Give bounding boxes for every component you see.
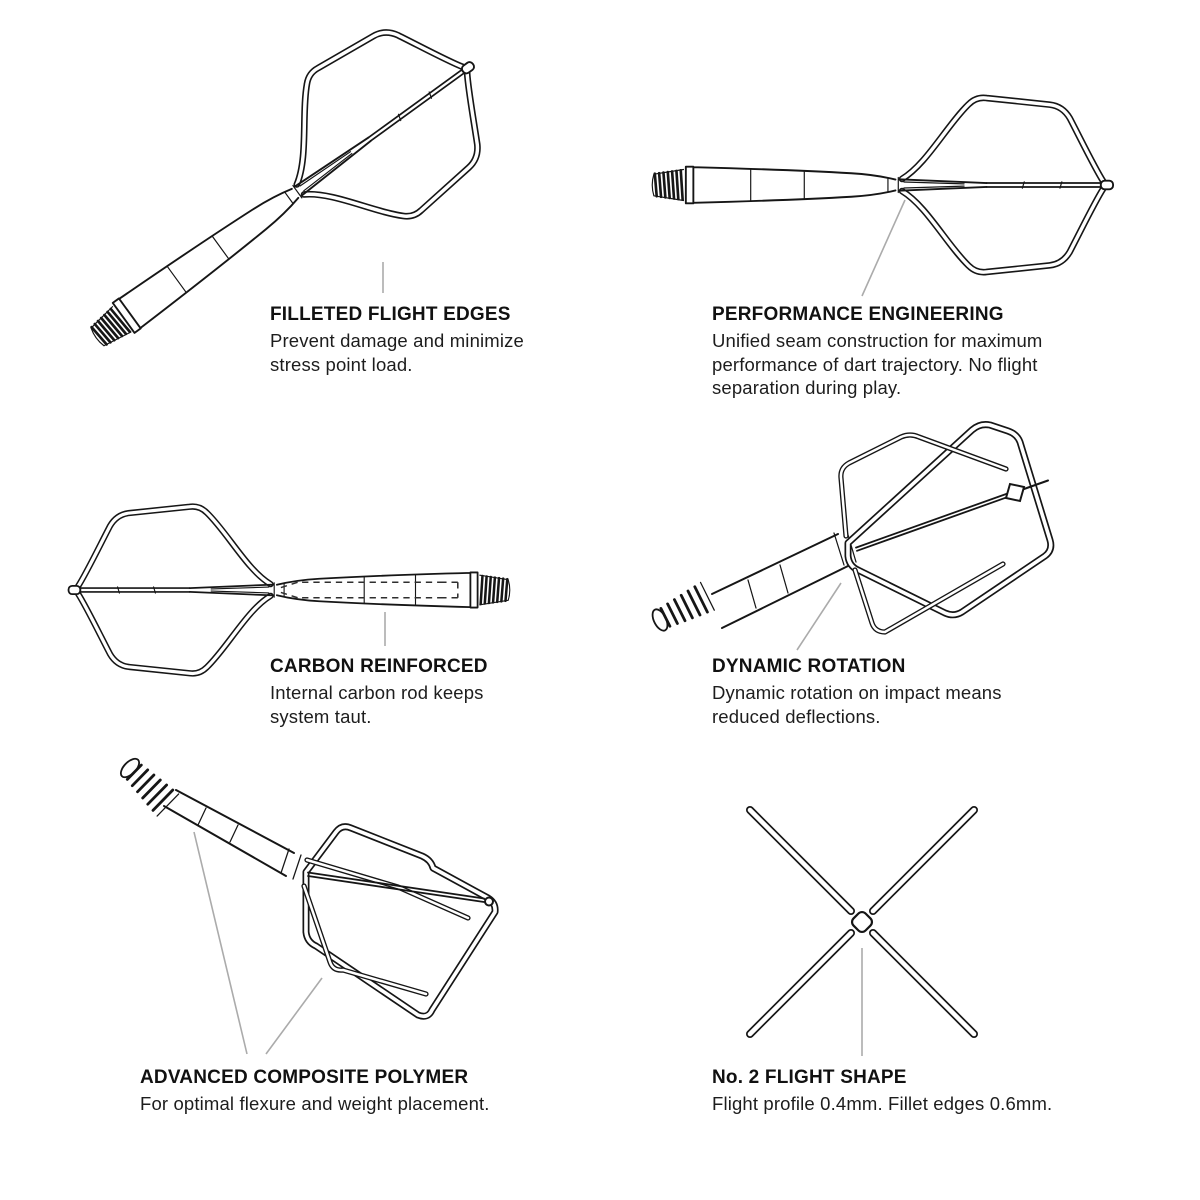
feature-dynamic-rotation: [712, 655, 1002, 728]
carbon-rod-dashed-lines: [278, 582, 458, 597]
description-line: reduced deflections.: [712, 705, 881, 727]
dart-perspective-up-illustration: [620, 400, 1140, 680]
feature-title: PERFORMANCE ENGINEERING: [712, 304, 1004, 325]
dart-horizontal-right-drawing: [620, 60, 1180, 320]
description-line: Dynamic rotation on impact means: [712, 682, 1002, 703]
feature-description: [270, 681, 488, 728]
description-line: For optimal flexure and weight placement.: [140, 1093, 490, 1114]
dart-horizontal-right-illustration: [620, 60, 1180, 320]
feature-carbon-reinforced: [270, 655, 488, 728]
description-line: Flight profile 0.4mm. Fillet edges 0.6mm.: [712, 1093, 1053, 1114]
feature-title: CARBON REINFORCED: [270, 656, 488, 677]
feature-filleted-flight-edges: [270, 303, 524, 376]
dart-perspective-down-drawing: [80, 740, 560, 1080]
feature-description: [270, 329, 524, 376]
feature-no-2-flight-shape: [712, 1066, 1052, 1116]
feature-performance-engineering: [712, 303, 1042, 400]
flight-cross-section-illustration: [690, 780, 1070, 1080]
description-line: Unified seam construction for maximum: [712, 330, 1043, 351]
description-line: Internal carbon rod keeps: [270, 682, 484, 703]
description-line: performance of dart trajectory. No flight: [712, 353, 1038, 375]
feature-description: [712, 681, 1002, 728]
description-line: separation during play.: [712, 377, 902, 398]
feature-title: ADVANCED COMPOSITE POLYMER: [140, 1067, 469, 1088]
flight-cross-section-drawing: [690, 780, 1070, 1080]
description-line: stress point load.: [270, 353, 413, 375]
feature-advanced-composite-polymer: [140, 1066, 490, 1116]
dart-perspective-down-illustration: [80, 740, 560, 1080]
dart-perspective-up-drawing: [620, 400, 1140, 680]
feature-title: FILLETED FLIGHT EDGES: [270, 304, 511, 325]
feature-description: [712, 1092, 1052, 1116]
feature-title: No. 2 FLIGHT SHAPE: [712, 1067, 907, 1088]
feature-description: [140, 1092, 490, 1116]
description-line: system taut.: [270, 705, 372, 727]
feature-description: [712, 329, 1042, 400]
feature-title: DYNAMIC ROTATION: [712, 656, 906, 677]
description-line: Prevent damage and minimize: [270, 330, 524, 351]
